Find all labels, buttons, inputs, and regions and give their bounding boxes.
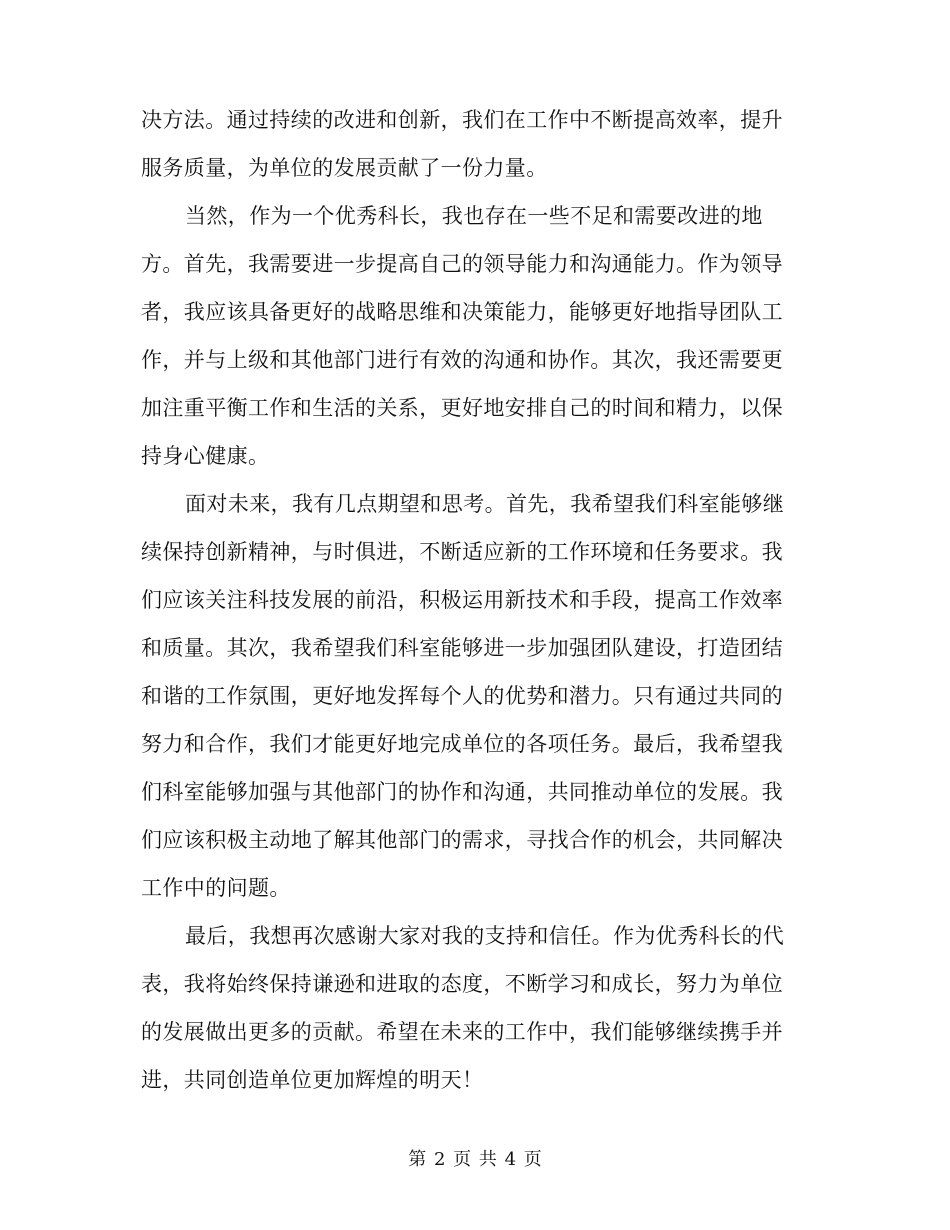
page-footer xyxy=(0,1146,950,1174)
paragraph-line: 们应该关注科技发展的前沿，积极运用新技术和手段，提高工作效率 xyxy=(141,588,783,612)
paragraph-line: 方。首先，我需要进一步提高自己的领导能力和沟通能力。作为领导 xyxy=(141,252,783,276)
paragraph-line: 的发展做出更多的贡献。希望在未来的工作中，我们能够继续携手并 xyxy=(141,1020,783,1044)
paragraph-1 xyxy=(141,96,801,192)
paragraph-line: 表，我将始终保持谦逊和进取的态度，不断学习和成长，努力为单位 xyxy=(141,972,783,996)
paragraph-line: 持身心健康。 xyxy=(141,444,270,468)
paragraph-line: 当然，作为一个优秀科长，我也存在一些不足和需要改进的地 xyxy=(185,204,763,228)
paragraph-line: 工作中的问题。 xyxy=(141,876,291,900)
paragraph-line: 最后，我想再次感谢大家对我的支持和信任。作为优秀科长的代 xyxy=(185,924,785,948)
paragraph-line: 进，共同创造单位更加辉煌的明天！ xyxy=(141,1068,484,1092)
document-body xyxy=(141,96,801,1104)
paragraph-2 xyxy=(141,192,801,480)
paragraph-line: 们科室能够加强与其他部门的协作和沟通，共同推动单位的发展。我 xyxy=(141,780,783,804)
paragraph-line: 和质量。其次，我希望我们科室能够进一步加强团队建设，打造团结 xyxy=(141,636,783,660)
paragraph-line: 和谐的工作氛围，更好地发挥每个人的优势和潜力。只有通过共同的 xyxy=(141,684,783,708)
paragraph-3 xyxy=(141,480,801,912)
paragraph-line: 续保持创新精神，与时俱进，不断适应新的工作环境和任务要求。我 xyxy=(141,540,783,564)
paragraph-line: 加注重平衡工作和生活的关系，更好地安排自己的时间和精力，以保 xyxy=(141,396,783,420)
paragraph-line: 决方法。通过持续的改进和创新，我们在工作中不断提高效率，提升 xyxy=(141,108,783,132)
paragraph-line: 者，我应该具备更好的战略思维和决策能力，能够更好地指导团队工 xyxy=(141,300,783,324)
paragraph-line: 服务质量，为单位的发展贡献了一份力量。 xyxy=(141,156,548,180)
paragraph-line: 面对未来，我有几点期望和思考。首先，我希望我们科室能够继 xyxy=(185,492,785,516)
page-number-label: 第 2 页 共 4 页 xyxy=(408,1149,542,1170)
paragraph-line: 作，并与上级和其他部门进行有效的沟通和协作。其次，我还需要更 xyxy=(141,348,783,372)
paragraph-line: 们应该积极主动地了解其他部门的需求，寻找合作的机会，共同解决 xyxy=(141,828,783,852)
paragraph-4 xyxy=(141,912,801,1104)
paragraph-line: 努力和合作，我们才能更好地完成单位的各项任务。最后，我希望我 xyxy=(141,732,783,756)
